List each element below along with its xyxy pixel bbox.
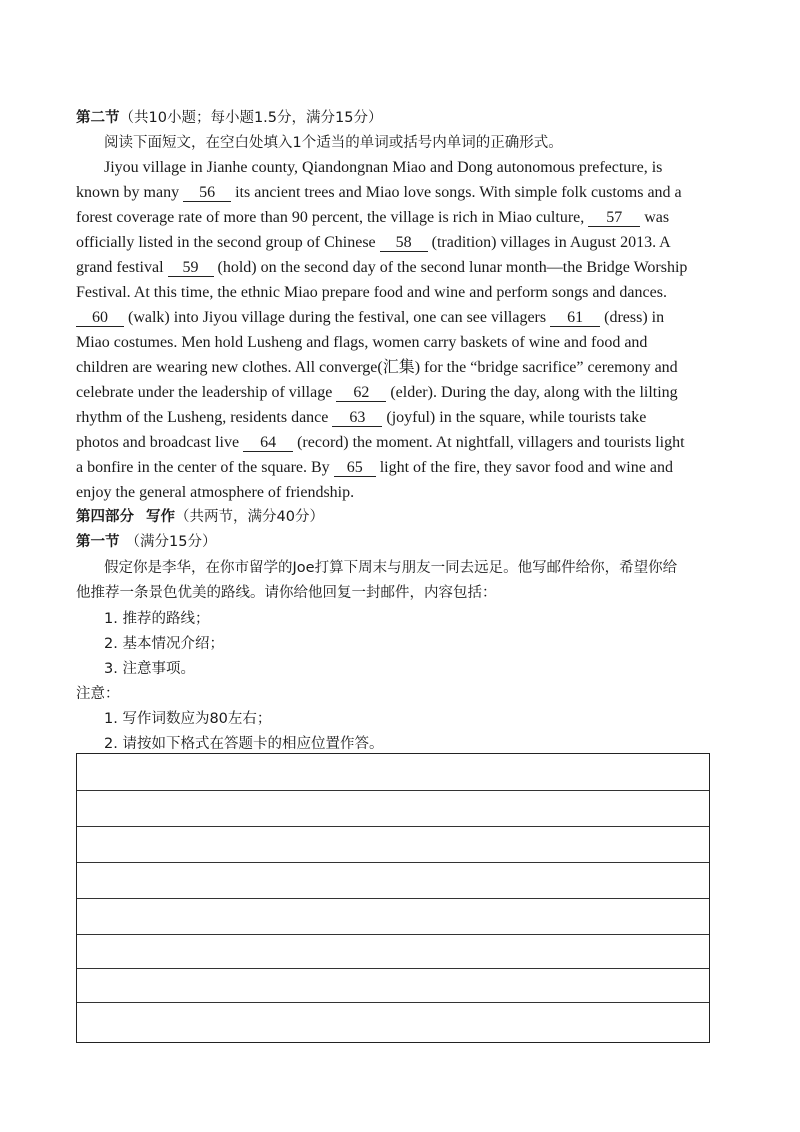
blank-62: 62 bbox=[336, 385, 386, 402]
passage-line-1: Jiyou village in Jianhe county, Qiandongnan Miao and Dong autonomous prefecture, is bbox=[104, 159, 663, 176]
passage-line-4 bbox=[76, 235, 671, 252]
part4-heading-line bbox=[76, 510, 324, 525]
blank-56: 56 bbox=[183, 185, 231, 202]
ruled-line bbox=[77, 898, 709, 899]
passage-text: (dress) in bbox=[600, 309, 665, 326]
ruled-line bbox=[77, 826, 709, 827]
passage-text: (hold) on the second day of the second lunar month—the Bridge Worship bbox=[213, 259, 688, 276]
section2-heading: 第二节 bbox=[76, 110, 120, 126]
section1-note: （满分15分） bbox=[125, 534, 217, 550]
blank-63: 63 bbox=[332, 410, 382, 427]
ruled-line bbox=[77, 934, 709, 935]
part4-note: （共两节，满分40分） bbox=[175, 509, 324, 525]
passage-line-10 bbox=[76, 385, 678, 402]
passage-line-9: children are wearing new clothes. All converge(汇集) for the “bridge sacrifice” ceremony and bbox=[76, 359, 678, 376]
passage-line-6: Festival. At this time, the ethnic Miao prepare food and wine and perform songs and dances. bbox=[76, 284, 667, 301]
passage-line-2 bbox=[76, 185, 682, 202]
ruled-line bbox=[77, 862, 709, 863]
section2-heading-line bbox=[76, 111, 382, 126]
passage-line-12 bbox=[76, 435, 685, 452]
passage-line-8: Miao costumes. Men hold Lusheng and flags, women carry baskets of wine and food and bbox=[76, 334, 648, 351]
passage-line-5 bbox=[76, 260, 687, 277]
passage-text: (joyful) in the square, while tourists take bbox=[382, 409, 647, 426]
writing-prompt-1: 假定你是李华，在你市留学的Joe打算下周末与朋友一同去远足。他写邮件给你，希望你给 bbox=[104, 560, 678, 576]
passage-text: grand festival bbox=[76, 259, 168, 276]
passage-text: its ancient trees and Miao love songs. With simple folk customs and a bbox=[231, 184, 682, 201]
section2-note: （共10小题；每小题1.5分，满分15分） bbox=[119, 110, 383, 126]
blank-57: 57 bbox=[588, 210, 640, 227]
passage-text: light of the fire, they savor food and wine and bbox=[375, 459, 673, 476]
part4-title: 写作 bbox=[146, 509, 175, 525]
passage-text: was bbox=[640, 209, 670, 226]
passage-text: known by many bbox=[76, 184, 184, 201]
passage-text: (elder). During the day, along with the lilting bbox=[386, 384, 678, 401]
passage-line-3 bbox=[76, 210, 669, 227]
passage-text: a bonfire in the center of the square. By bbox=[76, 459, 334, 476]
passage-text: photos and broadcast live bbox=[76, 434, 244, 451]
ruled-line bbox=[77, 790, 709, 791]
passage-line-13 bbox=[76, 460, 673, 477]
blank-64: 64 bbox=[243, 435, 293, 452]
notice-item: 1. 写作词数应为80左右； bbox=[104, 711, 272, 727]
passage-text: officially listed in the second group of Chinese bbox=[76, 234, 380, 251]
notice-item: 2. 请按如下格式在答题卡的相应位置作答。 bbox=[104, 736, 384, 752]
section2-instruction: 阅读下面短文，在空白处填入1个适当的单词或括号内单词的正确形式。 bbox=[104, 135, 563, 151]
ruled-line bbox=[77, 1002, 709, 1003]
section1-heading-line bbox=[76, 535, 216, 550]
section1-heading: 第一节 bbox=[76, 534, 120, 550]
passage-text: (record) the moment. At nightfall, villagers and tourists light bbox=[293, 434, 685, 451]
passage-line-11 bbox=[76, 410, 646, 427]
passage-line-7 bbox=[76, 310, 664, 327]
writing-prompt-2: 他推荐一条景色优美的路线。请你给他回复一封邮件，内容包括： bbox=[76, 585, 497, 601]
passage-text: (walk) into Jiyou village during the festival, one can see villagers bbox=[124, 309, 551, 326]
passage-text: rhythm of the Lusheng, residents dance bbox=[76, 409, 333, 426]
part4-heading: 第四部分 bbox=[76, 509, 134, 525]
passage-line-14: enjoy the general atmosphere of friendship. bbox=[76, 484, 355, 501]
notice-label: 注意： bbox=[76, 686, 120, 702]
ruled-line bbox=[77, 968, 709, 969]
requirement-item: 1. 推荐的路线； bbox=[104, 611, 210, 627]
passage-text: (tradition) villages in August 2013. A bbox=[427, 234, 671, 251]
requirement-item: 2. 基本情况介绍； bbox=[104, 636, 224, 652]
blank-59: 59 bbox=[168, 260, 214, 277]
blank-65: 65 bbox=[334, 460, 376, 477]
blank-60: 60 bbox=[76, 310, 124, 327]
passage-text: forest coverage rate of more than 90 percent, the village is rich in Miao culture, bbox=[76, 209, 589, 226]
writing-answer-box bbox=[76, 753, 710, 1043]
blank-61: 61 bbox=[550, 310, 600, 327]
passage-text: celebrate under the leadership of village bbox=[76, 384, 337, 401]
blank-58: 58 bbox=[380, 235, 428, 252]
requirement-item: 3. 注意事项。 bbox=[104, 661, 195, 677]
